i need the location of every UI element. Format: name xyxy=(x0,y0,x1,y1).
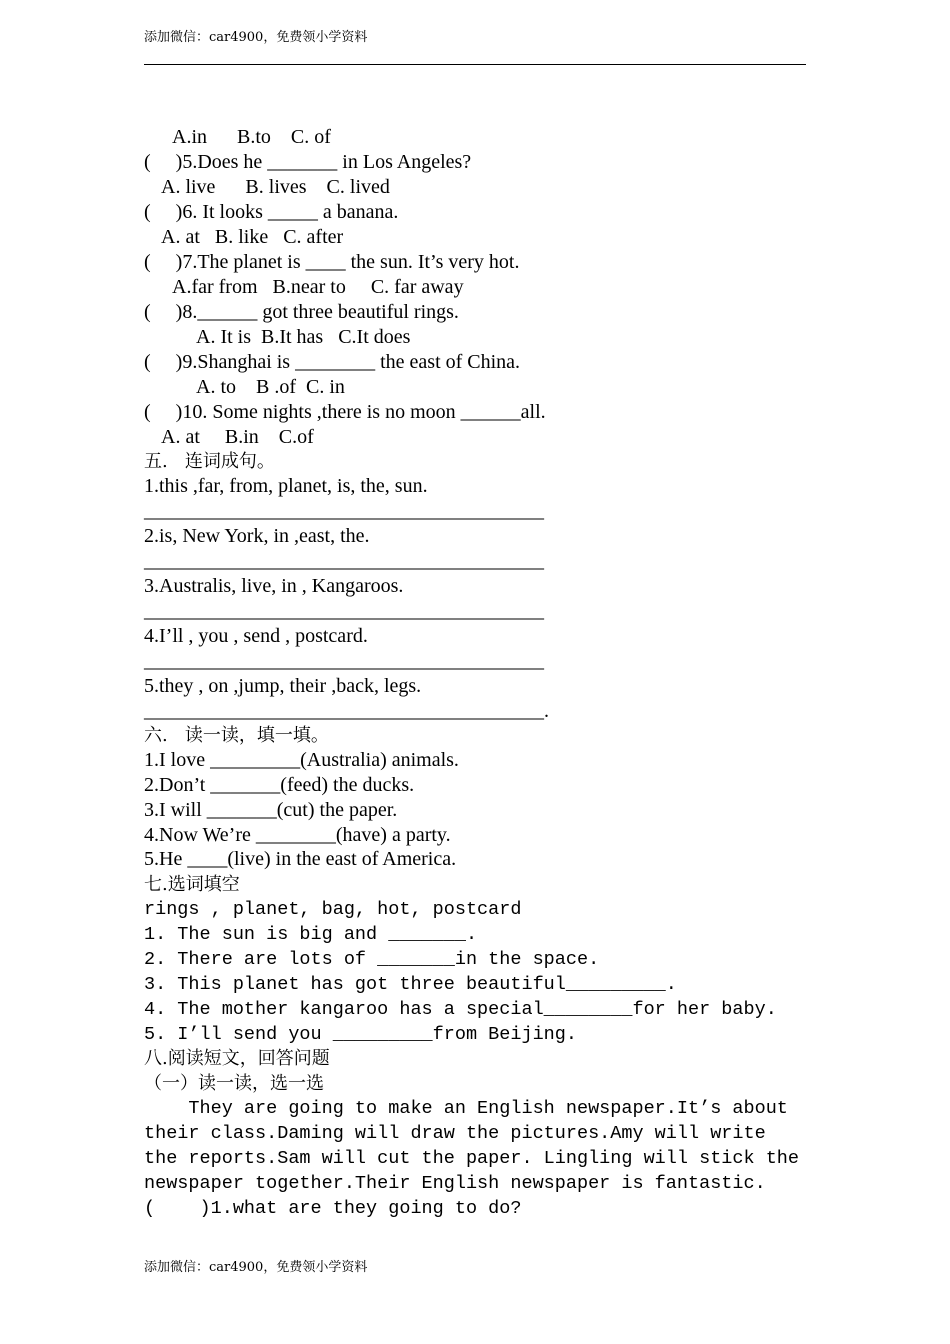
s6-item-2: 2.Don’t _______(feed) the ducks. xyxy=(144,774,415,796)
s7-item-5: 5. I’ll send you _________from Beijing. xyxy=(144,1024,577,1045)
q7-options: A.far from B.near to C. far away xyxy=(172,276,464,298)
q9-options: A. to B .of C. in xyxy=(196,376,345,398)
s5-answer-line-3: ________________________________________ xyxy=(144,600,544,622)
q6-options: A. at B. like C. after xyxy=(161,226,344,248)
s5-answer-line-5: ________________________________________. xyxy=(144,700,549,722)
page-footer: 添加微信：car4900，免费领小学资料 xyxy=(144,1260,368,1275)
s6-item-4: 4.Now We’re ________(have) a party. xyxy=(144,824,451,846)
s7-item-2: 2. There are lots of _______in the space. xyxy=(144,949,600,970)
s5-answer-line-2: ________________________________________ xyxy=(144,550,544,572)
section-7-title: 七.选词填空 xyxy=(144,874,240,895)
q6-question: ( )6. It looks _____ a banana. xyxy=(144,201,399,223)
s7-item-4: 4. The mother kangaroo has a special________for her baby. xyxy=(144,999,777,1020)
s5-item-3: 3.Australis, live, in , Kangaroos. xyxy=(144,575,404,597)
section-5-title: 五. 连词成句。 xyxy=(144,451,275,472)
s5-answer-line-4: ________________________________________ xyxy=(144,650,544,672)
s5-answer-line-1: ________________________________________ xyxy=(144,500,544,522)
q4-options: A.in B.to C. of xyxy=(172,126,331,148)
s5-item-2: 2.is, New York, in ,east, the. xyxy=(144,525,370,547)
q5-question: ( )5.Does he _______ in Los Angeles? xyxy=(144,151,472,173)
s5-item-1: 1.this ,far, from, planet, is, the, sun. xyxy=(144,475,428,497)
s7-item-3: 3. This planet has got three beautiful_________. xyxy=(144,974,677,995)
s6-item-1: 1.I love _________(Australia) animals. xyxy=(144,749,459,771)
q5-options: A. live B. lives C. lived xyxy=(161,176,390,198)
s5-item-5: 5.they , on ,jump, their ,back, legs. xyxy=(144,675,422,697)
s7-item-1: 1. The sun is big and _______. xyxy=(144,924,478,945)
s6-item-5: 5.He ____(live) in the east of America. xyxy=(144,848,457,870)
page-header: 添加微信：car4900，免费领小学资料 xyxy=(144,30,368,45)
passage-line-4: newspaper together.Their English newspaper is fantastic. xyxy=(144,1173,766,1194)
q8-options: A. It is B.It has C.It does xyxy=(196,326,411,348)
s6-item-3: 3.I will _______(cut) the paper. xyxy=(144,799,398,821)
q7-question: ( )7.The planet is ____ the sun. It’s very hot. xyxy=(144,251,520,273)
passage-line-3: the reports.Sam will cut the paper. Lingling will stick the xyxy=(144,1148,800,1169)
s7-word-bank: rings , planet, bag, hot, postcard xyxy=(144,899,522,920)
q9-question: ( )9.Shanghai is ________ the east of China. xyxy=(144,351,521,373)
passage-line-2: their class.Daming will draw the pictures.Amy will write xyxy=(144,1123,766,1144)
s8-q1: ( )1.what are they going to do? xyxy=(144,1198,522,1219)
section-8-subtitle: （一）读一读，选一选 xyxy=(144,1073,324,1094)
section-8-title: 八.阅读短文，回答问题 xyxy=(144,1048,330,1069)
section-6-title: 六. 读一读，填一填。 xyxy=(144,725,329,746)
passage-line-1: They are going to make an English newspaper.It’s about xyxy=(144,1098,788,1119)
q10-options: A. at B.in C.of xyxy=(161,426,314,448)
header-divider xyxy=(144,64,806,65)
q10-question: ( )10. Some nights ,there is no moon ______all. xyxy=(144,401,546,423)
q8-question: ( )8.______ got three beautiful rings. xyxy=(144,301,459,323)
s5-item-4: 4.I’ll , you , send , postcard. xyxy=(144,625,368,647)
